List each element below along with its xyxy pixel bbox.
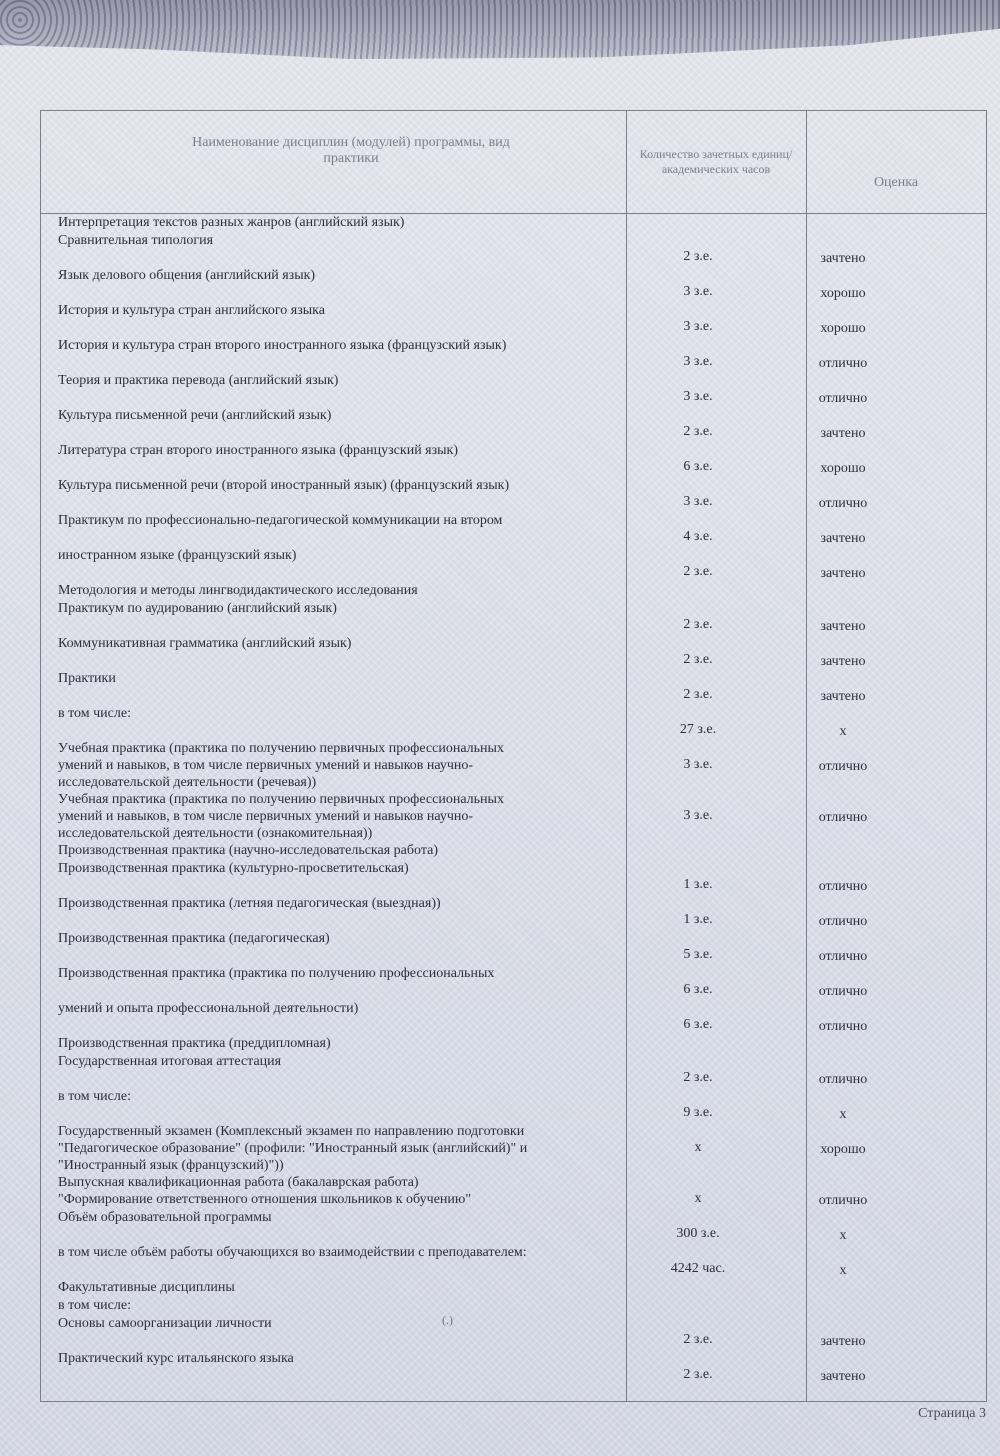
- table-row: [58, 512, 938, 547]
- grade: отлично: [818, 984, 868, 999]
- credit-units: 3 з.е.: [683, 319, 713, 334]
- credit-units: 3 з.е.: [683, 354, 713, 369]
- credit-units: 27 з.е.: [679, 722, 717, 737]
- grade: [768, 842, 918, 860]
- grade: зачтено: [820, 531, 866, 546]
- table-row: [58, 372, 938, 407]
- discipline-name: умений и опыта профессиональной деятельности): [58, 1001, 359, 1016]
- discipline-name: Производственная практика (преддипломная): [58, 1036, 331, 1051]
- credit-units: [628, 582, 768, 598]
- grade: хорошо: [820, 286, 866, 301]
- credit-units: х: [694, 1140, 702, 1155]
- grade: хорошо: [820, 461, 866, 476]
- credit-units: 2 з.е.: [683, 1070, 713, 1085]
- discipline-name: Учебная практика (практика по получению первичных профессиональных умений и навыков, в том числе первичных умений и навыков научно- исследовательской деятельности (речевая)): [58, 741, 504, 790]
- table-row: [58, 670, 938, 705]
- table-row: [58, 930, 938, 965]
- credit-units: 6 з.е.: [683, 982, 713, 997]
- credit-units: [628, 1279, 768, 1295]
- discipline-name: в том числе:: [58, 1298, 131, 1313]
- credit-units: 4 з.е.: [683, 529, 713, 544]
- grade: отлично: [818, 759, 868, 774]
- grade: зачтено: [820, 689, 866, 704]
- discipline-name: Практикум по аудированию (английский язык): [58, 601, 337, 616]
- credit-units: 9 з.е.: [683, 1105, 713, 1120]
- table-row: [58, 547, 938, 582]
- grade: зачтено: [820, 251, 866, 266]
- table-row: [58, 600, 938, 635]
- grade: отлично: [818, 391, 868, 406]
- credit-units: 5 з.е.: [683, 947, 713, 962]
- grade: отлично: [818, 1072, 868, 1087]
- grade: отлично: [818, 1019, 868, 1034]
- discipline-name: Факультативные дисциплины: [58, 1280, 235, 1295]
- header-discipline: Наименование дисциплин (модулей) программы, вид практики: [192, 135, 510, 166]
- discipline-name: Коммуникативная грамматика (английский язык): [58, 636, 352, 651]
- discipline-name: Теория и практика перевода (английский язык): [58, 373, 339, 388]
- table-row: [58, 860, 938, 895]
- discipline-name: Объём образовательной программы: [58, 1210, 272, 1225]
- grade: отлично: [818, 810, 868, 825]
- credit-units: [628, 1035, 768, 1051]
- table-row: [58, 442, 938, 477]
- table-row: [58, 740, 938, 791]
- credit-units: [628, 842, 768, 858]
- credit-units: 3 з.е.: [683, 757, 713, 772]
- header-grade: Оценка: [873, 175, 919, 190]
- grade: хорошо: [820, 321, 866, 336]
- discipline-name: Практический курс итальянского языка: [58, 1351, 294, 1366]
- table-body: [58, 214, 938, 1385]
- credit-units: 4242 час.: [670, 1261, 726, 1276]
- discipline-name: История и культура стран английского языка: [58, 303, 325, 318]
- grade: х: [839, 1263, 847, 1278]
- discipline-name: Выпускная квалификационная работа (бакалаврская работа) "Формирование ответственного отношения школьников к обучению": [58, 1175, 472, 1207]
- discipline-name: иностранном языке (французский язык): [58, 548, 297, 563]
- table-row: [58, 705, 938, 740]
- credit-units: 3 з.е.: [683, 389, 713, 404]
- grade: отлично: [818, 356, 868, 371]
- table-row: [58, 1315, 938, 1350]
- grade: отлично: [818, 914, 868, 929]
- discipline-name: История и культура стран второго иностранного языка (французский язык): [58, 338, 507, 353]
- grade: отлично: [818, 949, 868, 964]
- table-row: [58, 232, 938, 267]
- discipline-name: Культура письменной речи (второй иностранный язык) (французский язык): [58, 478, 510, 493]
- table-row: [58, 1244, 938, 1279]
- table-row: [58, 895, 938, 930]
- grade: зачтено: [820, 1334, 866, 1349]
- grade: отлично: [818, 1193, 868, 1208]
- credit-units: 2 з.е.: [683, 249, 713, 264]
- grade: зачтено: [820, 566, 866, 581]
- credit-units: 300 з.е.: [676, 1226, 720, 1241]
- grade: зачтено: [820, 426, 866, 441]
- discipline-name: Учебная практика (практика по получению первичных профессиональных умений и навыков, в том числе первичных умений и навыков научно- исследовательской деятельности (ознакомительная)): [58, 792, 504, 841]
- discipline-name: Государственная итоговая аттестация: [58, 1054, 282, 1069]
- table-row: [58, 635, 938, 670]
- credit-units: 2 з.е.: [683, 1332, 713, 1347]
- grade: х: [839, 724, 847, 739]
- grade: х: [839, 1228, 847, 1243]
- table-row: [58, 582, 938, 600]
- discipline-name: Производственная практика (практика по получению профессиональных: [58, 966, 495, 981]
- table-row: [58, 1000, 938, 1035]
- discipline-name: Методология и методы лингводидактического исследования: [58, 583, 418, 598]
- table-row: [58, 214, 938, 232]
- credit-units: 3 з.е.: [683, 284, 713, 299]
- grade: [768, 582, 918, 600]
- table-row: [58, 1035, 938, 1053]
- table-row: [58, 1209, 938, 1244]
- credit-units: 6 з.е.: [683, 1017, 713, 1032]
- center-mark: (.): [442, 1313, 453, 1327]
- credit-units: 3 з.е.: [683, 808, 713, 823]
- discipline-name: Производственная практика (летняя педагогическая (выездная)): [58, 896, 441, 911]
- discipline-name: Практикум по профессионально-педагогической коммуникации на втором: [58, 513, 503, 528]
- credit-units: 2 з.е.: [683, 652, 713, 667]
- credit-units: 1 з.е.: [683, 912, 713, 927]
- grade: х: [839, 1107, 847, 1122]
- grade: зачтено: [820, 1369, 866, 1384]
- grade: хорошо: [820, 1142, 866, 1157]
- table-row: [58, 337, 938, 372]
- credit-units: 2 з.е.: [683, 1367, 713, 1382]
- table-row: [58, 1174, 938, 1209]
- credit-units: [628, 1297, 768, 1313]
- discipline-name: в том числе объём работы обучающихся во взаимодействии с преподавателем:: [58, 1245, 527, 1260]
- discipline-name: Культура письменной речи (английский язык): [58, 408, 332, 423]
- discipline-name: Язык делового общения (английский язык): [58, 268, 316, 283]
- grade: отлично: [818, 879, 868, 894]
- discipline-name: Литература стран второго иностранного языка (французский язык): [58, 443, 459, 458]
- grade: зачтено: [820, 654, 866, 669]
- discipline-name: Производственная практика (педагогическая): [58, 931, 330, 946]
- discipline-name: Основы самоорганизации личности: [58, 1316, 272, 1331]
- discipline-name: Производственная практика (культурно-просветительская): [58, 861, 409, 876]
- grade: [768, 1297, 918, 1315]
- table-row: [58, 1053, 938, 1088]
- credit-units: 6 з.е.: [683, 459, 713, 474]
- credit-units: 2 з.е.: [683, 687, 713, 702]
- table-row: [58, 1279, 938, 1297]
- table-row: [58, 477, 938, 512]
- table-row: [58, 842, 938, 860]
- credit-units: 2 з.е.: [683, 617, 713, 632]
- table-row: [58, 965, 938, 1000]
- page-number: Страница 3: [918, 1406, 986, 1421]
- credit-units: [628, 214, 768, 230]
- credit-units: 3 з.е.: [683, 494, 713, 509]
- credit-units: х: [694, 1191, 702, 1206]
- discipline-name: Производственная практика (научно-исследовательская работа): [58, 843, 438, 858]
- credit-units: 2 з.е.: [683, 424, 713, 439]
- discipline-name: Практики: [58, 671, 116, 686]
- header-units: Количество зачетных единиц/ академических часов: [639, 147, 793, 176]
- discipline-name: Интерпретация текстов разных жанров (английский язык): [58, 215, 405, 230]
- credit-units: 1 з.е.: [683, 877, 713, 892]
- decorative-border: [0, 0, 1000, 82]
- table-row: [58, 267, 938, 302]
- discipline-name: в том числе:: [58, 1089, 131, 1104]
- grade: [768, 1279, 918, 1297]
- table-row: [58, 302, 938, 337]
- discipline-name: Сравнительная типология: [58, 233, 214, 248]
- grade: [768, 1035, 918, 1053]
- table-row: [58, 1088, 938, 1123]
- grade: отлично: [818, 496, 868, 511]
- discipline-name: в том числе:: [58, 706, 131, 721]
- table-row: [58, 407, 938, 442]
- credit-units: 2 з.е.: [683, 564, 713, 579]
- grade: зачтено: [820, 619, 866, 634]
- table-row: [58, 791, 938, 842]
- discipline-name: Государственный экзамен (Комплексный экзамен по направлению подготовки "Педагогическое образование" (профили: "Иностранный язык (английский)" и "Иностранный язык (французский)")): [58, 1124, 528, 1173]
- grade: [768, 214, 918, 232]
- table-row: [58, 1350, 938, 1385]
- table-row: [58, 1297, 938, 1315]
- table-row: [58, 1123, 938, 1174]
